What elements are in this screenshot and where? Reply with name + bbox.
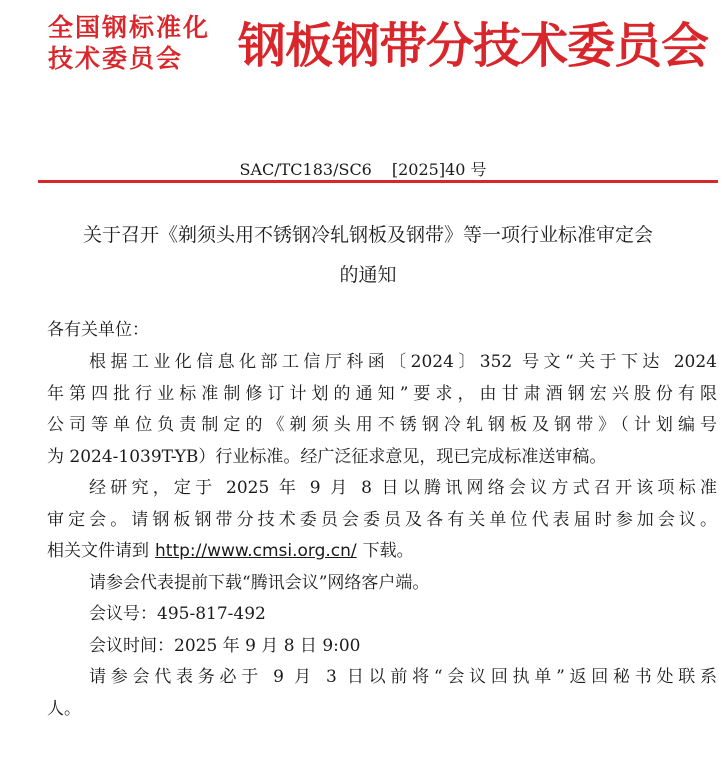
paragraph-2-line: 经研究，定于 2025 年 9 月 8 日以腾讯网络会议方式召开该项标准	[89, 478, 717, 498]
org-name-line1: 全国钢标准化	[48, 13, 211, 42]
download-suffix: 下载。	[362, 541, 414, 561]
org-name-line2: 技术委员会	[48, 44, 184, 73]
download-prefix: 相关文件请到	[47, 541, 149, 561]
meeting-id: 会议号：495-817-492	[89, 604, 266, 624]
paragraph-4-line: 请参会代表务必于 9 月 3 日以前将“会议回执单”返回秘书处联系	[89, 667, 717, 687]
committee-name: 钢板钢带分技术委员会	[238, 18, 709, 74]
letterhead	[0, 0, 726, 90]
paragraph-4-line: 人。	[47, 698, 81, 719]
title-line1: 关于召开《剃须头用不锈钢冷轧钢板及钢带》等一项行业标准审定会	[82, 224, 653, 246]
paragraph-1-line: 年第四批行业标准制修订计划的通知”要求，由甘肃酒钢宏兴股份有限	[47, 383, 717, 404]
doc-code: SAC/TC183/SC6	[239, 160, 372, 179]
title-line2: 的通知	[339, 264, 397, 286]
notice-body	[47, 313, 717, 725]
cmsi-website-link[interactable]: http://www.cmsi.org.cn/	[155, 541, 357, 561]
paragraph-1-line: 根据工业化信息化部工信厅科函〔2024〕352 号文“关于下达 2024	[89, 352, 717, 372]
paragraph-2-line	[47, 536, 717, 568]
notice-title	[38, 215, 698, 295]
meeting-time: 会议时间：2025 年 9 月 8 日 9:00	[89, 635, 361, 656]
paragraph-1-line: 公司等单位负责制定的《剃须头用不锈钢冷轧钢板及钢带》（计划编号	[47, 415, 717, 435]
paragraph-3: 请参会代表提前下载“腾讯会议”网络客户端。	[89, 572, 430, 593]
paragraph-2-line: 审定会。请钢板钢带分技术委员会委员及各有关单位代表届时参加会议。	[47, 509, 717, 530]
paragraph-1-line: 为 2024-1039T-YB）行业标准。经广泛征求意见，现已完成标准送审稿。	[47, 446, 607, 467]
red-divider	[38, 180, 718, 183]
salutation: 各有关单位：	[47, 320, 149, 340]
doc-serial: [2025]40 号	[391, 160, 487, 179]
document-number	[0, 160, 726, 180]
org-name	[48, 12, 228, 74]
